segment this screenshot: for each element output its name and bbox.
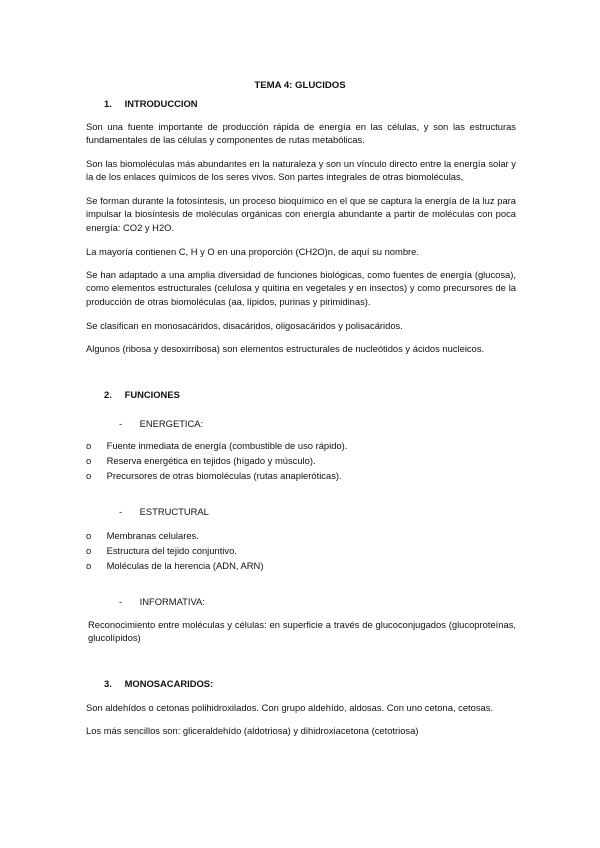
paragraph: Son una fuente importante de producción rápida de energía en las células, y son las estructuras fundamentales de las células y componentes de rutas metabólicas.: [86, 121, 516, 146]
bullet-marker: o: [86, 560, 92, 571]
list-item-text: Fuente inmediata de energía (combustible de uso rápido).: [106, 440, 348, 451]
dash-marker: -: [119, 418, 123, 429]
bullet-marker: o: [86, 455, 92, 466]
subheading-estructural: [119, 506, 209, 517]
section-title: FUNCIONES: [124, 389, 180, 400]
list-item-text: Estructura del tejido conjuntivo.: [106, 545, 237, 556]
list-item: [86, 440, 347, 451]
dash-marker: -: [119, 506, 123, 517]
paragraph: Son las biomoléculas más abundantes en la naturaleza y son un vínculo directo entre la energía solar y la de los enlaces químicos de los seres vivos. Son partes integrales de otras biomoléculas,: [86, 158, 516, 183]
section-title: INTRODUCCION: [124, 98, 198, 109]
list-item-text: Membranas celulares.: [106, 530, 199, 541]
document-title: TEMA 4: GLUCIDOS: [254, 80, 346, 91]
subheading-informativa: [119, 596, 205, 607]
section-number: 3.: [104, 678, 112, 689]
bullet-marker: o: [86, 545, 92, 556]
subheading-energetica: [119, 418, 203, 429]
section-title: MONOSACARIDOS:: [124, 678, 214, 689]
list-item: [86, 560, 263, 571]
section-number: 2.: [104, 389, 112, 400]
section-number: 1.: [104, 98, 112, 109]
list-item: [86, 530, 199, 541]
subheading-label: INFORMATIVA:: [139, 596, 205, 607]
list-item: [86, 470, 342, 481]
list-item-text: Reserva energética en tejidos (hígado y músculo).: [106, 455, 316, 466]
list-item: [86, 545, 237, 556]
paragraph: Se forman durante la fotosíntesis, un proceso bioquímico en el que se captura la energía de la luz para impulsar la biosíntesis de moléculas orgánicas con energía abundante a partir de moléculas con poca energía: CO2 y H2O.: [86, 195, 516, 233]
paragraph: Se han adaptado a una amplia diversidad de funciones biológicas, como fuentes de energía (glucosa), como elementos estructurales (celulosa y quitina en vegetales y en insectos) y como precursores de la producción de otras biomoléculas (aa, lípidos, purinas y pirimidinas).: [86, 269, 516, 307]
list-item: [86, 455, 316, 466]
bullet-marker: o: [86, 470, 92, 481]
paragraph: Se clasifican en monosacáridos, disacáridos, oligosacáridos y polisacáridos.: [86, 320, 403, 331]
section-3-heading: [104, 678, 213, 689]
paragraph: Reconocimiento entre moléculas y células: en superficie a través de glucoconjugados (glucoproteínas, glucolípidos): [88, 619, 516, 644]
bullet-marker: o: [86, 440, 92, 451]
paragraph: Son aldehídos o cetonas polihidroxilados. Con grupo aldehído, aldosas. Con uno cetona, cetosas.: [86, 702, 494, 713]
bullet-marker: o: [86, 530, 92, 541]
section-2-heading: [104, 389, 180, 400]
list-item-text: Precursores de otras biomoléculas (rutas anapleróticas).: [106, 470, 342, 481]
dash-marker: -: [119, 596, 123, 607]
paragraph: Los más sencillos son: gliceraldehído (aldotriosa) y dihidroxiacetona (cetotriosa): [86, 725, 419, 736]
subheading-label: ESTRUCTURAL: [139, 506, 209, 517]
paragraph: La mayoría contienen C, H y O en una proporción (CH2O)n, de aquí su nombre.: [86, 246, 419, 257]
paragraph: Algunos (ribosa y desoxirribosa) son elementos estructurales de nucleótidos y ácidos nucleicos.: [86, 343, 485, 354]
section-1-heading: [104, 98, 198, 109]
subheading-label: ENERGETICA:: [139, 418, 204, 429]
list-item-text: Moléculas de la herencia (ADN, ARN): [106, 560, 264, 571]
